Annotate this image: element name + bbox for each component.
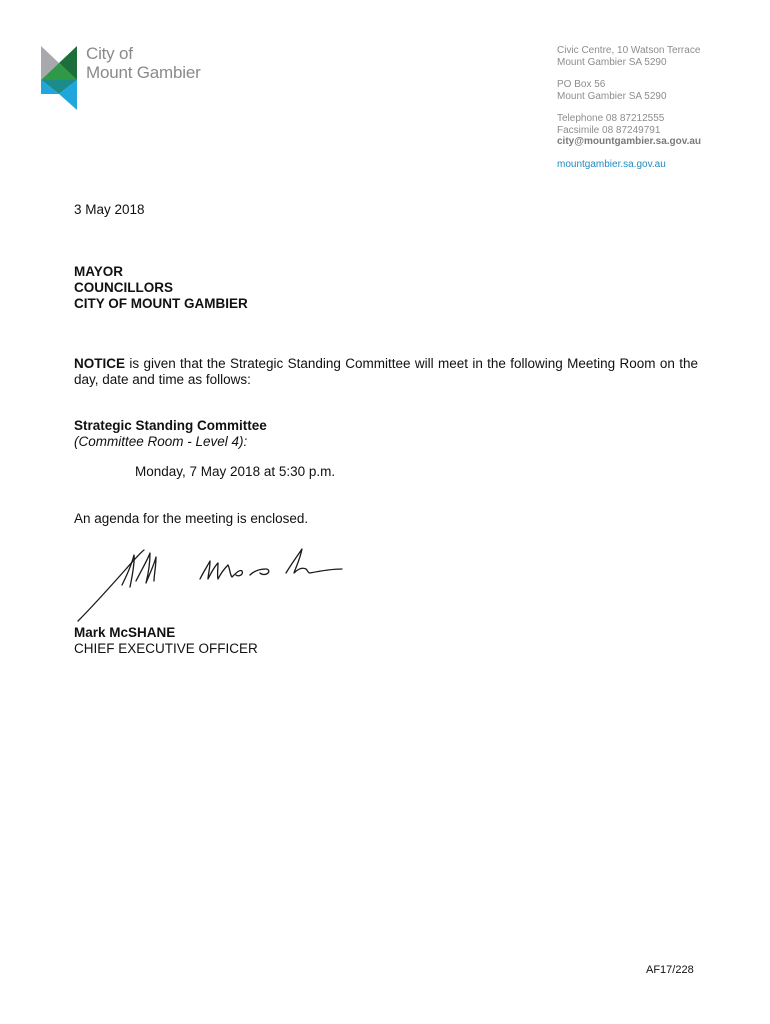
notice-paragraph [74, 356, 698, 388]
agenda-note: An agenda for the meeting is enclosed. [74, 511, 309, 526]
logo-wordmark [86, 44, 201, 82]
addressee-block [74, 264, 248, 312]
postal-address-line-1: PO Box 56 [557, 79, 606, 90]
signer-title: CHIEF EXECUTIVE OFFICER [74, 641, 258, 656]
street-address-line-2: Mount Gambier SA 5290 [557, 56, 667, 68]
addressee-line: COUNCILLORS [74, 280, 173, 295]
postal-address-line-2: Mount Gambier SA 5290 [557, 90, 667, 102]
signer-name: Mark McSHANE [74, 625, 176, 640]
notice-body: is given that the Strategic Standing Committee will meet in the following Meeting Room on the day, date and time as follows: [74, 356, 698, 387]
meeting-time: Monday, 7 May 2018 at 5:30 p.m. [135, 464, 336, 479]
logo-line-1: City of [86, 44, 133, 63]
city-logo [39, 44, 209, 114]
addressee-line: MAYOR [74, 264, 124, 279]
street-address-line-1: Civic Centre, 10 Watson Terrace [557, 45, 701, 56]
logo-line-2: Mount Gambier [86, 63, 201, 82]
committee-title: Strategic Standing Committee [74, 418, 267, 433]
document-reference: AF17/228 [646, 964, 694, 976]
signature-image [70, 543, 345, 625]
letter-date: 3 May 2018 [74, 202, 145, 217]
addressee-line: CITY OF MOUNT GAMBIER [74, 296, 248, 311]
committee-block [74, 418, 267, 450]
notice-lead: NOTICE [74, 356, 126, 371]
logo-mark-icon [39, 44, 79, 112]
telephone: Telephone 08 87212555 [557, 113, 665, 124]
email-link[interactable]: city@mountgambier.sa.gov.au [557, 136, 702, 147]
committee-room: (Committee Room - Level 4): [74, 434, 248, 449]
contact-block [557, 45, 701, 170]
facsimile: Facsimile 08 87249791 [557, 124, 661, 136]
signer-block [74, 625, 258, 657]
website-link[interactable]: mountgambier.sa.gov.au [557, 158, 666, 170]
